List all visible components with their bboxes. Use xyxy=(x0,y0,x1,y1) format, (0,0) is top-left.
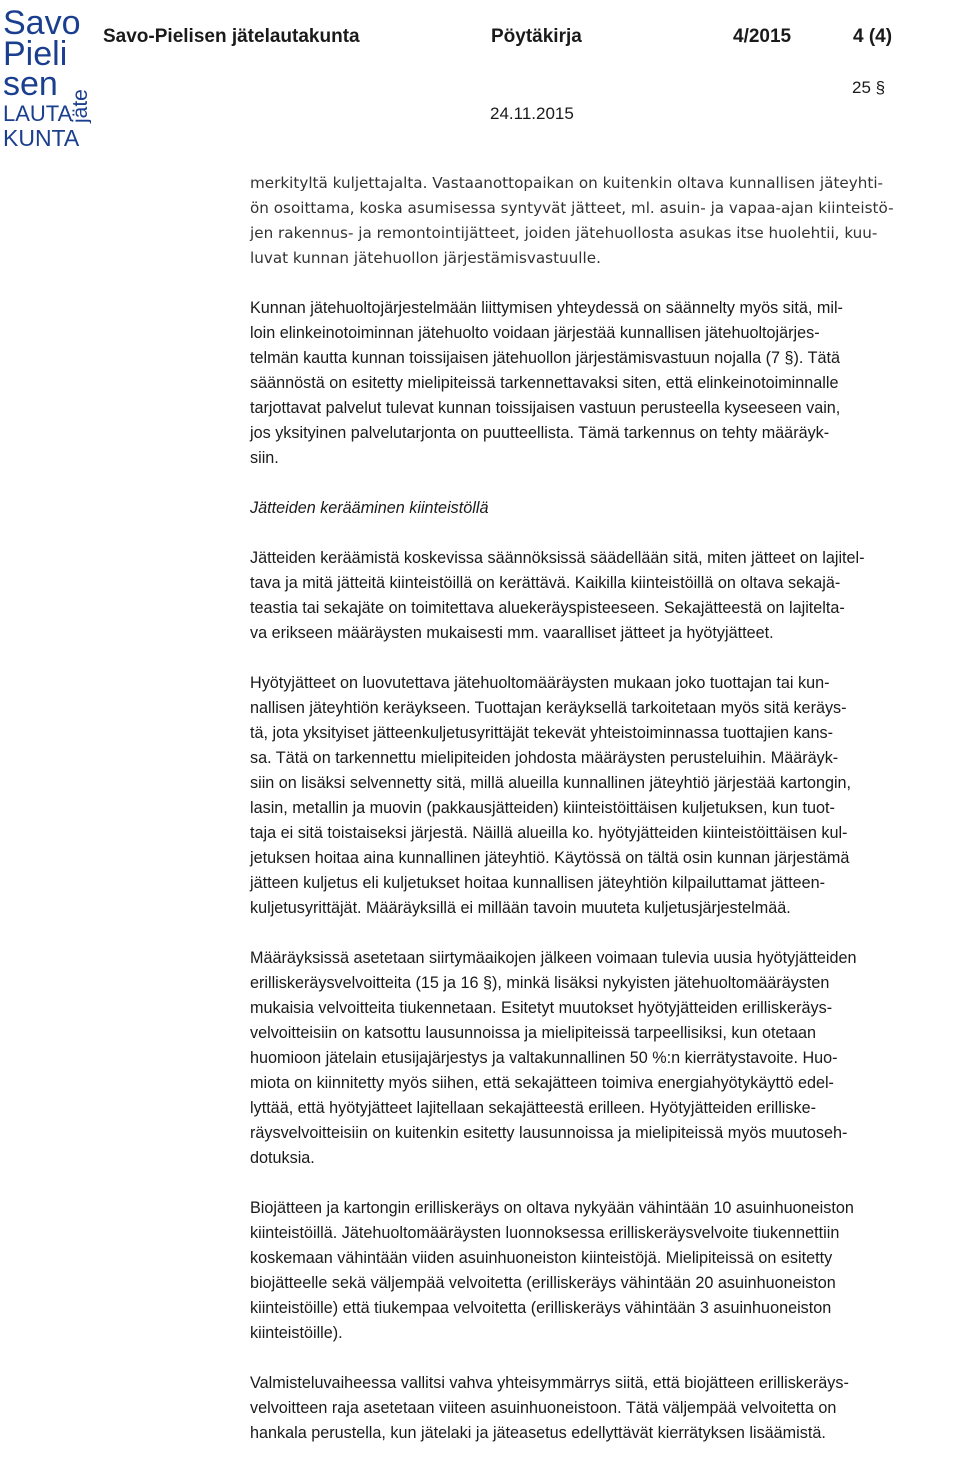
document-body xyxy=(250,171,950,1446)
paragraph-collection: Jätteiden keräämistä koskevissa säännöksissä säädellään sitä, miten jätteet on lajitel- tava ja mitä jätteitä kiinteistöillä on kerättävä. Kaikilla kiinteistöillä on oltava sekajä- teastia tai sekajäte on toimitettava aluekeräyspisteeseen. Sekajätteestä on lajitelta- va erikseen määräysten mukaisesti mm. vaaralliset jätteet ja hyötyjätteet. xyxy=(250,549,865,642)
paragraph-connection: Kunnan jätehuoltojärjestelmään liittymisen yhteydessä on säännelty myös sitä, mil- loin elinkeinotoiminnan jätehuolto voidaan järjestää kunnallisen jätehuoltojärjes- telmän kautta kunnan toissijaisen jätehuollon järjestämisvastuun nojalla (7 §). Tätä säännöstä on esitetty mielipiteissä tarkennettavaksi siten, että elinkeinotoiminnalle tarjottavat palvelut tulevat kunnan toissijaisen vastuun perusteella kyseeseen vain, jos yksityinen palvelutarjonta on puutteellista. Tämä tarkennus on tehty määräyk- siin. xyxy=(250,299,843,467)
section-heading: Jätteiden kerääminen kiinteistöllä xyxy=(250,499,489,517)
savo-pielisen-logo xyxy=(3,3,91,149)
meeting-date: 24.11.2015 xyxy=(490,104,574,123)
paragraph-recyclables: Hyötyjätteet on luovutettava jätehuoltomääräysten mukaan joko tuottajan tai kun- nallisen jäteyhtiön keräykseen. Tuottajan keräyksellä tarkoitetaan myös sitä keräys- tä, jota yksityiset jätteenkuljetusyrittäjät tekevät yhteistoiminnassa tuottajien kans- sa. Tätä on tarkennettu mielipiteiden johdosta määräysten perusteluihin. Määräyk- siin on lisäksi selvennetty sitä, millä alueilla kunnallinen jäteyhtiö järjestää kartongin, lasin, metallin ja muovin (pakkausjätteiden) kiinteistöittäisen kuljetuksen, kun tuot- taja ei sitä toistaiseksi järjestä. Näillä alueilla ko. hyötyjätteiden kiinteistöittäisen kul- jetuksen hoitaa aina kunnallinen jäteyhtiö. Käytössä on tältä osin kunnan järjestämä jätteen kuljetus eli kuljetukset hoitaa kunnallisen jäteyhtiön kilpailuttamat jätteen- kuljetusyrittäjät. Määräyksillä ei millään tavoin muuteta kuljetusjärjestelmää. xyxy=(250,674,852,917)
paragraph-intro: merkityltä kuljettajalta. Vastaanottopaikan on kuitenkin oltava kunnallisen jäteyhti- ön osoittama, koska asumisessa syntyvät jätteet, ml. asuin- ja vapaa-ajan kiinteistö- jen rakennus- ja remontointijätteet, joiden jätehuollosta asukas itse huolehtii, kuu- luvat kunnan jätehuollon järjestämisvastuulle. xyxy=(250,174,894,267)
logo-word-sen: sen xyxy=(3,65,58,103)
paragraph-obligations: Määräyksissä asetetaan siirtymäaikojen jälkeen voimaan tulevia uusia hyötyjätteiden erilliskeräysvelvoitteita (15 ja 16 §), minkä lisäksi nykyisten jätehuoltomääräysten mukaisia velvoitteita tiukennetaan. Esitetyt muutokset hyötyjätteiden erilliskeräys- velvoitteisiin on katsottu lausunnoissa ja mielipiteissä tarpeellisiksi, kun otetaan huomioon jätelain etusijajärjestys ja valtakunnallinen 50 %:n kierrätystavoite. Huo- miota on kiinnitetty myös siihen, että sekajätteen toimiva energiahyötykäyttö edel- lyttää, että hyötyjätteet lajitellaan sekajätteestä erilleen. Hyötyjätteiden erilliske- räysvelvoitteisiin on kuitenkin esitetty lausunnoissa ja mielipiteissä myös muutoseh- dotuksia. xyxy=(250,949,857,1167)
logo-word-kunta: KUNTA xyxy=(3,125,80,149)
document-type: Pöytäkirja xyxy=(491,26,582,47)
logo-graphic xyxy=(3,3,91,149)
document-number: 4/2015 xyxy=(733,26,792,47)
logo-word-savo: Savo xyxy=(3,4,81,42)
paragraph-biowaste: Biojätteen ja kartongin erilliskeräys on oltava nykyään vähintään 10 asuinhuoneiston kiinteistöillä. Jätehuoltomääräysten luonnoksessa erilliskeräysvelvoite tiukennettiin koskemaan vähintään viiden asuinhuoneiston kiinteistöjä. Mielipiteissä on esitetty biojätteelle sekä väljempää velvoitetta (erilliskeräys vähintään 20 asuinhuoneiston kiinteistöille) että tiukempaa velvoitetta (erilliskeräys vähintään 3 asuinhuoneiston kiinteistöille). xyxy=(250,1199,854,1342)
logo-word-lauta: LAUTA xyxy=(3,101,73,126)
logo-word-jate: jäte xyxy=(69,89,91,123)
page-number: 4 (4) xyxy=(853,26,893,47)
section-number: 25 § xyxy=(852,78,886,97)
logo-word-pieli: Pieli xyxy=(3,35,68,73)
paragraph-consensus: Valmisteluvaiheessa vallitsi vahva yhteisymmärrys siitä, että biojätteen erilliskeräys- velvoitteen raja asetetaan viiteen asuinhuoneistoon. Tätä väljempää velvoitetta on hankala perustella, kun jätelaki ja jäteasetus edellyttävät kierrätyksen lisäämistä. xyxy=(250,1374,849,1442)
org-name: Savo-Pielisen jätelautakunta xyxy=(103,26,360,47)
